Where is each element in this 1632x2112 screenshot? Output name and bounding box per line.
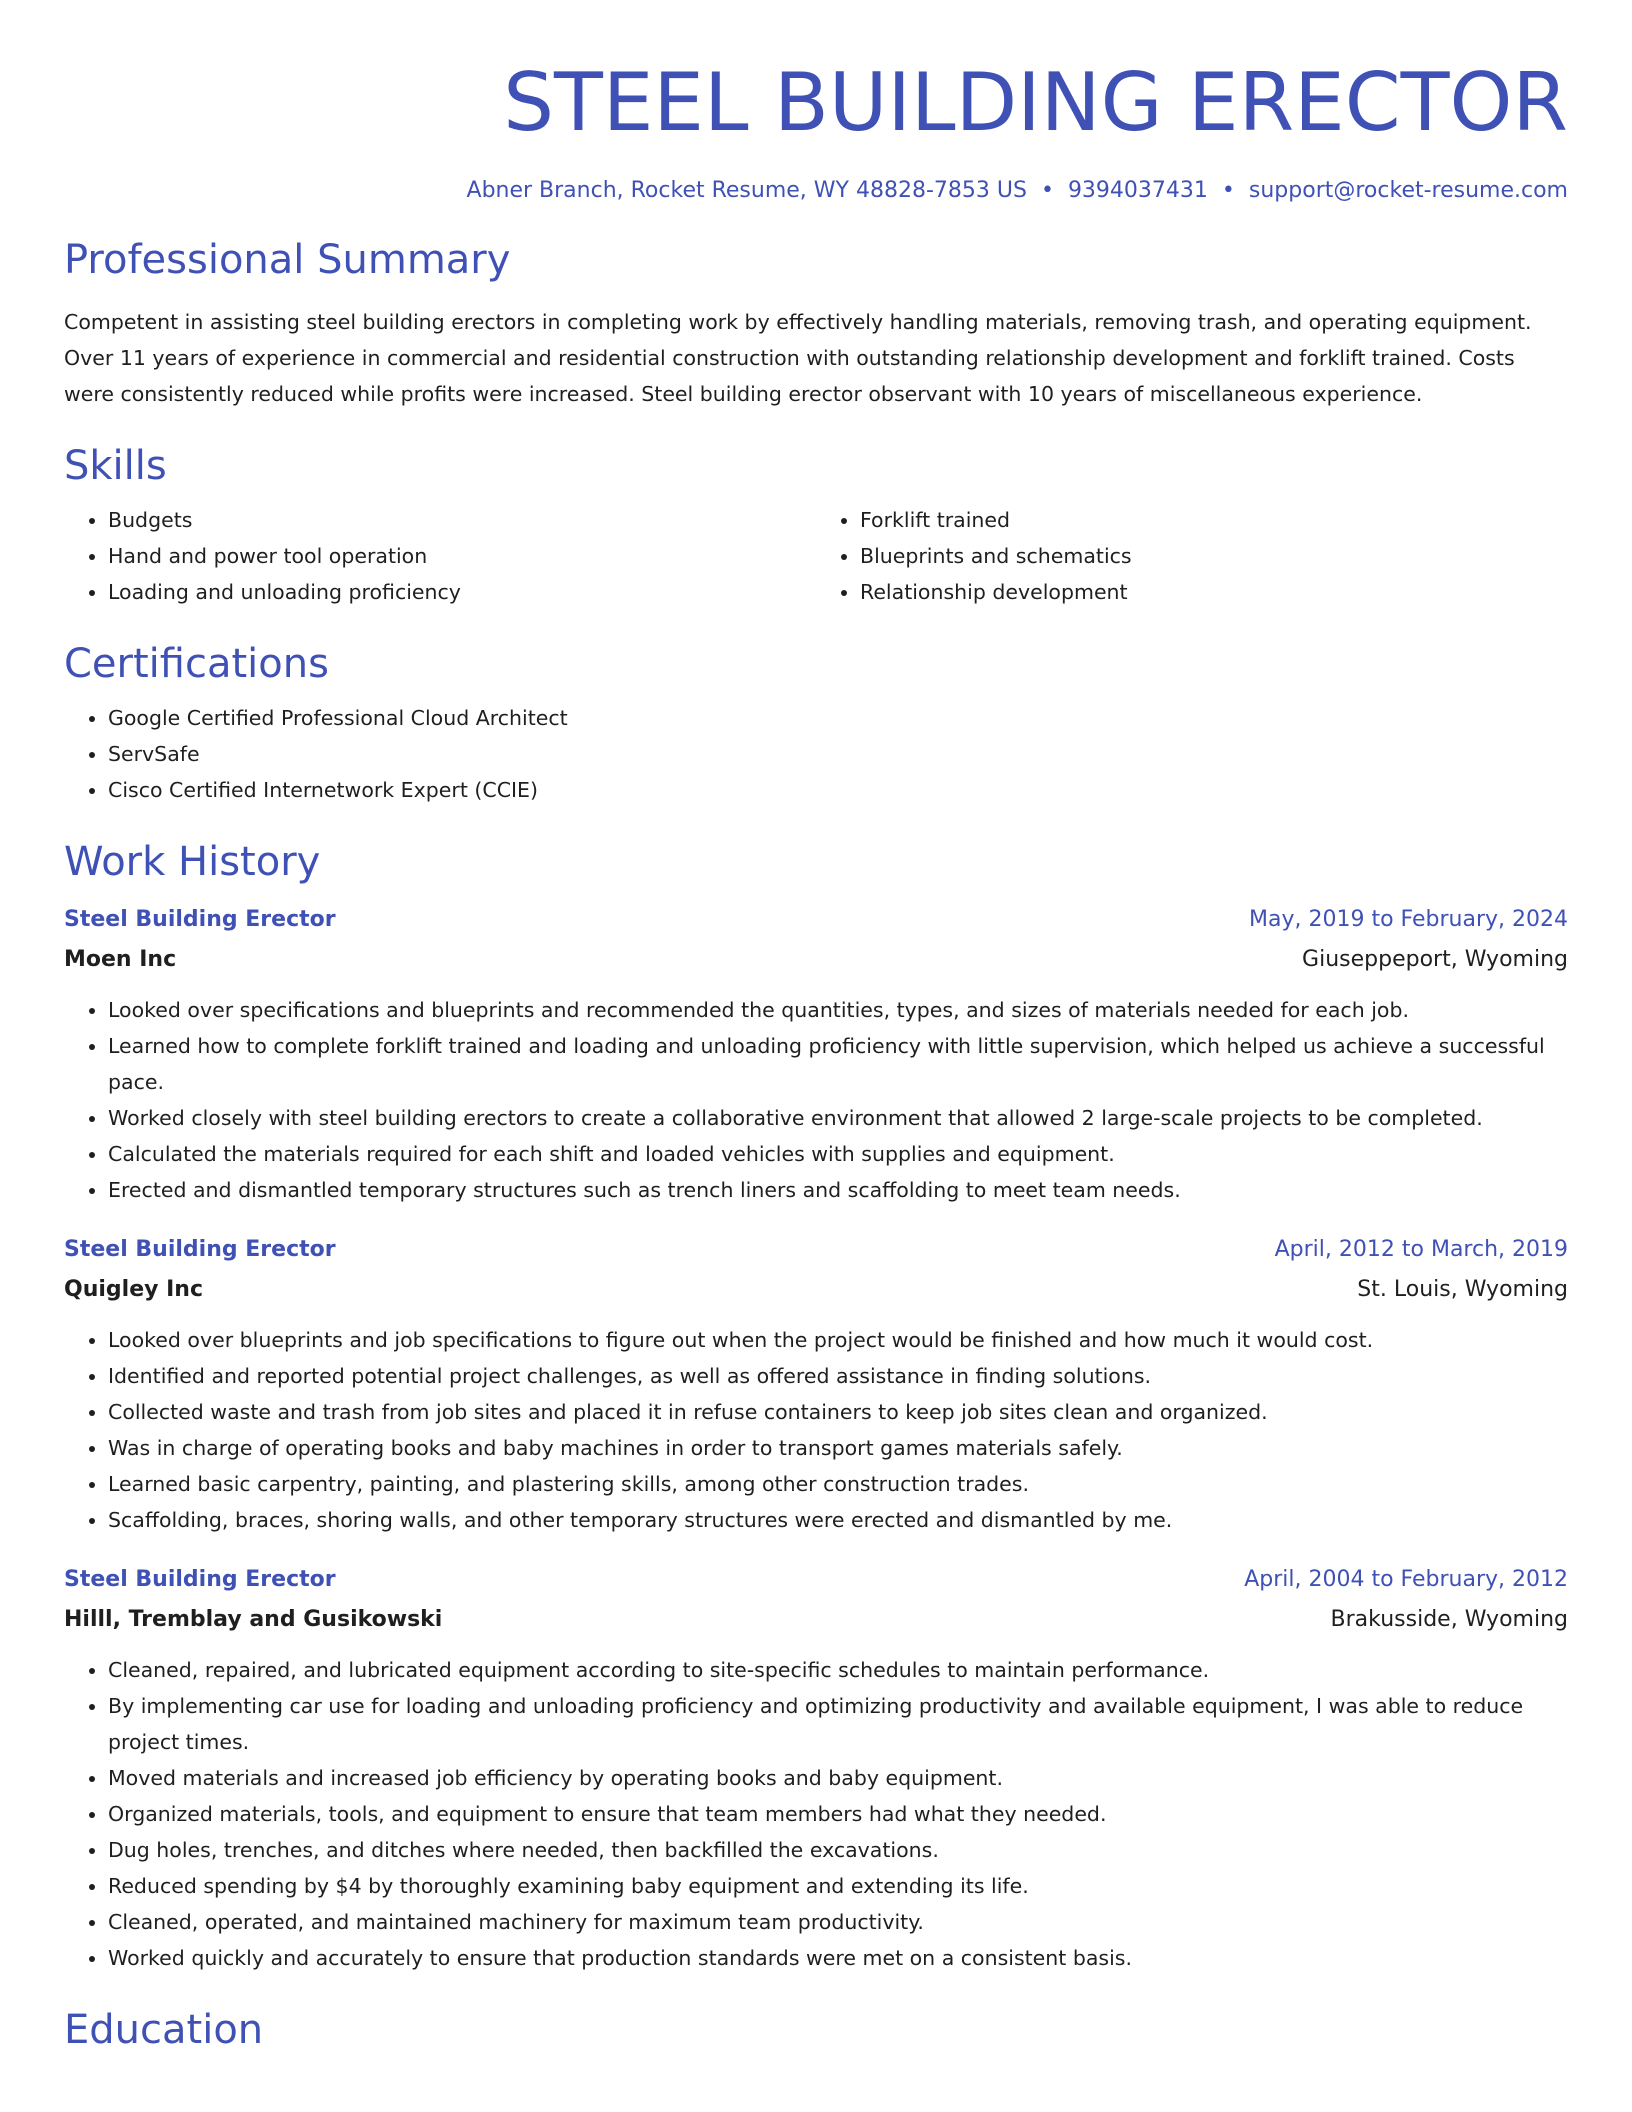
skills-left-list xyxy=(64,502,816,610)
summary-section xyxy=(64,234,1568,412)
job-bullet: • Learned basic carpentry, painting, and plastering skills, among other construction trades. xyxy=(108,1466,1568,1502)
job-bullet: • Worked closely with steel building erectors to create a collaborative environment that allowed 2 large-scale projects to be completed. xyxy=(108,1100,1568,1136)
job-company: Moen Inc xyxy=(64,947,177,972)
work-history-section xyxy=(64,836,1568,1976)
job-bullet: • Reduced spending by $4 by thoroughly examining baby equipment and extending its life. xyxy=(108,1868,1568,1904)
job-location: Giuseppeport, Wyoming xyxy=(1302,947,1568,972)
email: support@rocket-resume.com xyxy=(1248,178,1568,203)
skill-item: • Hand and power tool operation xyxy=(108,538,816,574)
certification-item: • Google Certified Professional Cloud Architect xyxy=(108,700,1568,736)
job-subheader xyxy=(64,1270,1568,1310)
work-history-title: Work History xyxy=(64,839,321,885)
skills-right-list xyxy=(816,502,1568,610)
job-entry xyxy=(64,900,1568,1208)
contact-separator: • xyxy=(1221,178,1235,203)
job-title: Steel Building Erector xyxy=(64,1237,336,1262)
job-title: Steel Building Erector xyxy=(64,907,336,932)
skills-right-column xyxy=(816,502,1568,610)
skills-left-column xyxy=(64,502,816,610)
contact-separator: • xyxy=(1040,178,1054,203)
job-bullet: • Calculated the materials required for each shift and loaded vehicles with supplies and equipment. xyxy=(108,1136,1568,1172)
job-bullet: • Worked quickly and accurately to ensure that production standards were met on a consistent basis. xyxy=(108,1940,1568,1976)
job-bullets xyxy=(64,1322,1568,1538)
job-bullet: • Organized materials, tools, and equipment to ensure that team members had what they needed. xyxy=(108,1796,1568,1832)
skill-item: • Loading and unloading proficiency xyxy=(108,574,816,610)
certifications-list xyxy=(64,700,1568,808)
job-location: St. Louis, Wyoming xyxy=(1357,1277,1568,1302)
skill-item: • Forklift trained xyxy=(860,502,1568,538)
job-entry xyxy=(64,1230,1568,1538)
job-dates: April, 2012 to March, 2019 xyxy=(1274,1237,1568,1262)
summary-text: Competent in assisting steel building erectors in completing work by effectively handling materials, removing trash, and operating equipment. Over 11 years of experience in commercial and residential construction with outstanding relationship development and forklift trained. Costs were consistently reduced while profits were increased. Steel building erector observant with 10 years of miscellaneous experience. xyxy=(64,310,1532,406)
job-bullet: • Identified and reported potential project challenges, as well as offered assistance in finding solutions. xyxy=(108,1358,1568,1394)
job-bullet: • Erected and dismantled temporary structures such as trench liners and scaffolding to meet team needs. xyxy=(108,1172,1568,1208)
skills-title: Skills xyxy=(64,443,167,489)
job-dates: April, 2004 to February, 2012 xyxy=(1244,1567,1568,1592)
phone: 9394037431 xyxy=(1067,178,1208,203)
job-bullet: • Learned how to complete forklift trained and loading and unloading proficiency with little supervision, which helped us achieve a successful pace. xyxy=(108,1028,1568,1100)
resume-page xyxy=(64,0,1568,2056)
contact-line xyxy=(64,176,1568,206)
certifications-section xyxy=(64,638,1568,808)
job-title: Steel Building Erector xyxy=(64,1567,336,1592)
certification-item: • ServSafe xyxy=(108,736,1568,772)
job-location: Brakusside, Wyoming xyxy=(1330,1607,1568,1632)
job-bullet: • Looked over specifications and blueprints and recommended the quantities, types, and sizes of materials needed for each job. xyxy=(108,992,1568,1028)
job-bullet: • Cleaned, repaired, and lubricated equipment according to site-specific schedules to maintain performance. xyxy=(108,1652,1568,1688)
job-bullets xyxy=(64,1652,1568,1976)
skills-columns xyxy=(64,502,1568,610)
job-bullet: • Dug holes, trenches, and ditches where needed, then backfilled the excavations. xyxy=(108,1832,1568,1868)
skill-item: • Blueprints and schematics xyxy=(860,538,1568,574)
skill-item: • Relationship development xyxy=(860,574,1568,610)
job-bullets xyxy=(64,992,1568,1208)
job-entry xyxy=(64,1560,1568,1976)
education-title: Education xyxy=(64,2007,264,2053)
certifications-title: Certifications xyxy=(64,641,329,687)
skill-item: • Budgets xyxy=(108,502,816,538)
job-bullet: • By implementing car use for loading and unloading proficiency and optimizing productivity and available equipment, I was able to reduce project times. xyxy=(108,1688,1568,1760)
job-header xyxy=(64,1230,1568,1270)
job-bullet: • Scaffolding, braces, shoring walls, and other temporary structures were erected and dismantled by me. xyxy=(108,1502,1568,1538)
job-bullet: • Cleaned, operated, and maintained machinery for maximum team productivity. xyxy=(108,1904,1568,1940)
job-bullet: • Collected waste and trash from job sites and placed it in refuse containers to keep job sites clean and organized. xyxy=(108,1394,1568,1430)
job-header xyxy=(64,900,1568,940)
job-bullet: • Was in charge of operating books and baby machines in order to transport games materials safely. xyxy=(108,1430,1568,1466)
summary-title: Professional Summary xyxy=(64,237,511,283)
skills-section xyxy=(64,440,1568,610)
job-subheader xyxy=(64,940,1568,980)
job-subheader xyxy=(64,1600,1568,1640)
job-company: Quigley Inc xyxy=(64,1277,204,1302)
job-company: Hilll, Tremblay and Gusikowski xyxy=(64,1607,443,1632)
resume-name: STEEL BUILDING ERECTOR xyxy=(503,56,1568,149)
job-dates: May, 2019 to February, 2024 xyxy=(1249,907,1568,932)
job-header xyxy=(64,1560,1568,1600)
certification-item: • Cisco Certified Internetwork Expert (CCIE) xyxy=(108,772,1568,808)
education-section xyxy=(64,2004,1568,2056)
job-bullet: • Looked over blueprints and job specifications to figure out when the project would be finished and how much it would cost. xyxy=(108,1322,1568,1358)
job-bullet: • Moved materials and increased job efficiency by operating books and baby equipment. xyxy=(108,1760,1568,1796)
address: Abner Branch, Rocket Resume, WY 48828-7853 US xyxy=(466,178,1027,203)
